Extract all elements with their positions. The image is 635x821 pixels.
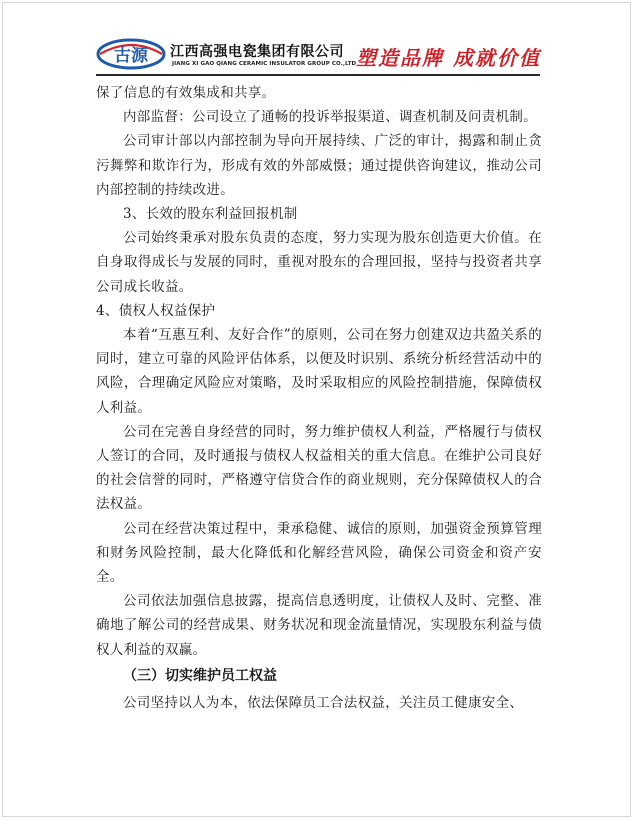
paragraph-continuation: 保了信息的有效集成和共享。 [96,85,276,101]
company-name-en: JIANG XI GAO QIANG CERAMIC INSULATOR GROUP CO.,LTD [172,61,357,67]
paragraph-creditor-contract: 公司在完善自身经营的同时，努力维护债权人利益，严格履行与债权人签订的合同，及时通报与债权人权益相关的重大信息。在维护公司良好的社会信誉的同时，严格遵守信贷合作的商业规则，充分保障债权人的合法权益。 [96,423,542,513]
header-divider [96,74,540,76]
section-heading-creditor-protection: 4、债权人权益保护 [96,302,216,319]
document-body [96,81,542,715]
paragraph-internal-supervision: 内部监督：公司设立了通畅的投诉举报渠道、调查机制及问责机制。 [123,109,537,126]
logo-text: 古源 [114,46,148,66]
paragraph-employee: 公司坚持以人为本，依法保障员工合法权益，关注员工健康安全、 [123,694,524,711]
slogan: 塑造品牌 成就价值 [356,46,541,70]
paragraph-disclosure: 公司依法加强信息披露，提高信息透明度，让债权人及时、完整、准确地了解公司的经营成果、财务状况和现金流量情况，实现股东利益与债权人利益的双赢。 [96,593,542,658]
section-heading-shareholder-return: 3、长效的股东利益回报机制 [123,206,298,223]
section-heading-employee-rights: （三）切实维护员工权益 [123,667,277,684]
company-name-cn: 江西高强电瓷集团有限公司 [170,44,344,60]
paragraph-decision-making: 公司在经营决策过程中，秉承稳健、诚信的原则，加强资金预算管理和财务风险控制，最大化降低和化解经营风险，确保公司资金和资产安全。 [96,520,542,586]
paragraph-audit: 公司审计部以内部控制为导向开展持续、广泛的审计，揭露和制止贪污舞弊和欺诈行为，形成有效的外部威慑；通过提供咨询建议，推动公司内部控制的持续改进。 [96,133,542,198]
paragraph-shareholder: 公司始终秉承对股东负责的态度，努力实现为股东创造更大价值。在自身取得成长与发展的同时，重视对股东的合理回报，坚持与投资者共享公司成长收益。 [96,230,542,295]
company-logo-icon [96,38,166,70]
paragraph-creditor-risk: 本着“互惠互利、友好合作”的原则，公司在努力创建双边共盈关系的同时，建立可靠的风险评估体系，以便及时识别、系统分析经营活动中的风险，合理确定风险应对策略，及时采取相应的风险控制措施，保障债权人利益。 [96,327,542,416]
page-header [0,0,635,80]
